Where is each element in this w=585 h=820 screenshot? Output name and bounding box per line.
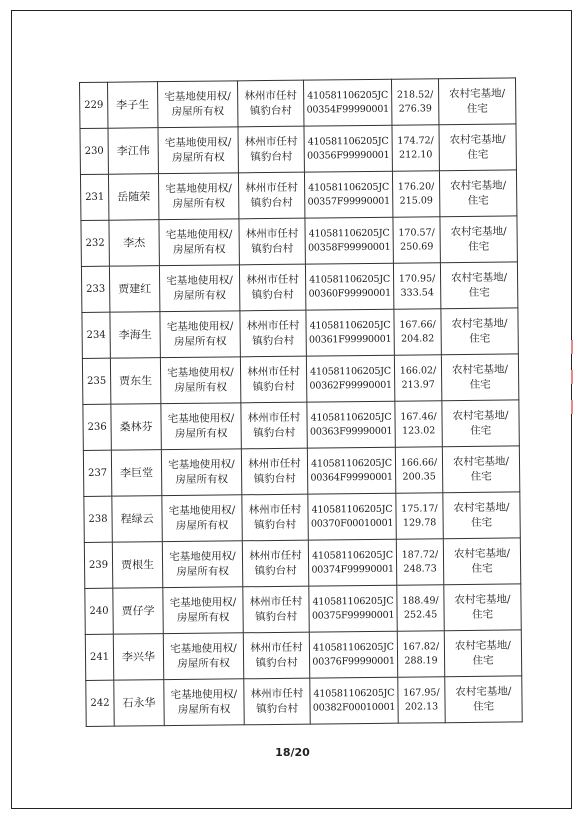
area (397, 585, 444, 631)
area (392, 125, 439, 171)
area-line: 204.82 (401, 332, 435, 345)
unit-code-line: 00357F99990001 (307, 195, 391, 208)
owner-name-line: 贾根生 (120, 558, 155, 572)
location-line: 林州市任村 (248, 503, 302, 516)
unit-code (305, 217, 393, 264)
area-line: 170.95/ (398, 272, 436, 285)
usage-line: 住宅 (466, 102, 488, 115)
usage-line: 农村宅基地/ (453, 501, 510, 514)
right-type (163, 633, 243, 680)
area (397, 631, 444, 677)
area-line: 248.73 (403, 562, 437, 575)
right-type (162, 541, 242, 588)
location-line: 林州市任村 (250, 641, 303, 654)
location-line: 林州市任村 (246, 319, 300, 332)
owner-name (108, 174, 158, 221)
location-line: 镇豹台村 (255, 610, 298, 623)
unit-code (303, 79, 391, 126)
location (238, 126, 304, 173)
location-line: 林州市任村 (245, 181, 298, 194)
table-row (84, 538, 520, 589)
unit-code-line: 410581106205JC (310, 365, 392, 378)
property-table-wrapper (79, 77, 522, 727)
right-type-line: 宅基地使用权/ (167, 411, 235, 425)
area-line: 167.82/ (402, 640, 440, 653)
right-type-line: 宅基地使用权/ (164, 89, 231, 103)
right-type-line: 房屋所有权 (172, 242, 226, 256)
owner-name (114, 680, 164, 727)
unit-code (310, 677, 398, 724)
area-line: 174.72/ (397, 134, 434, 147)
location-line: 镇豹台村 (249, 104, 292, 117)
area-line: 333.54 (400, 286, 434, 299)
table-row (86, 676, 522, 727)
right-type (160, 357, 240, 404)
unit-code-line: 410581106205JC (313, 687, 395, 700)
row-number-line: 239 (88, 559, 109, 571)
location-line: 镇豹台村 (251, 242, 294, 255)
location-line: 镇豹台村 (250, 196, 293, 209)
owner-name-line: 李巨堂 (120, 466, 154, 480)
unit-code-line: 00363F99990001 (309, 425, 393, 438)
location-line: 镇豹台村 (252, 380, 295, 393)
table-row (80, 78, 516, 129)
area (396, 539, 443, 585)
unit-code-line: 410581106205JC (307, 135, 389, 148)
right-type (163, 587, 243, 634)
table-row (82, 354, 518, 405)
row-number-line: 237 (87, 467, 108, 479)
area-line: 167.46/ (400, 410, 437, 423)
unit-code (308, 493, 396, 540)
area-line: 187.72/ (401, 548, 439, 561)
area-line: 215.09 (399, 194, 433, 207)
usage-line: 农村宅基地/ (450, 225, 507, 238)
area (394, 309, 441, 355)
area (393, 217, 440, 263)
area (393, 263, 440, 309)
area (395, 401, 442, 447)
unit-code (304, 125, 392, 172)
table-row (85, 630, 521, 681)
right-type (162, 495, 242, 542)
usage (439, 124, 516, 171)
area-line: 176.20/ (397, 180, 435, 193)
owner-name-line: 贾仔学 (121, 604, 155, 618)
unit-code-line: 410581106205JC (307, 89, 389, 102)
row-number (86, 680, 114, 726)
usage (438, 78, 515, 125)
row-number-line: 232 (85, 237, 105, 249)
location-line: 镇豹台村 (253, 472, 296, 485)
area-line: 175.17/ (401, 502, 438, 515)
right-type-line: 宅基地使用权/ (170, 641, 237, 655)
right-type-line: 房屋所有权 (175, 518, 229, 532)
row-number-line: 234 (86, 329, 106, 341)
area-line: 200.35 (402, 470, 436, 483)
unit-code-line: 410581106205JC (312, 549, 393, 562)
usage (441, 354, 518, 401)
area-line: 188.49/ (402, 594, 439, 607)
usage-line: 住宅 (471, 516, 493, 529)
stamp-trace (570, 340, 574, 420)
usage (442, 400, 519, 447)
area-line: 166.66/ (400, 456, 438, 469)
right-type-line: 房屋所有权 (176, 610, 230, 624)
usage (444, 584, 521, 631)
usage-line: 农村宅基地/ (449, 87, 506, 100)
usage-line: 住宅 (467, 194, 489, 207)
row-number (80, 174, 108, 220)
area-line: 213.97 (401, 378, 435, 391)
unit-code-line: 410581106205JC (311, 503, 393, 516)
location (240, 310, 306, 357)
right-type-line: 宅基地使用权/ (166, 273, 233, 287)
unit-code-line: 00376F99990001 (312, 655, 395, 668)
owner-name-line: 贾东生 (119, 374, 153, 388)
owner-name (109, 220, 159, 267)
area-line: 129.78 (402, 516, 437, 529)
unit-code (309, 585, 397, 632)
usage-line: 农村宅基地/ (454, 639, 511, 652)
location-line: 镇豹台村 (254, 518, 297, 531)
location (242, 540, 308, 587)
area-line: 250.69 (400, 240, 434, 253)
right-type (158, 173, 238, 220)
right-type-line: 房屋所有权 (177, 656, 230, 670)
usage-line: 住宅 (468, 286, 490, 299)
location-line: 林州市任村 (244, 89, 297, 102)
row-number (84, 496, 112, 542)
row-number (80, 128, 108, 174)
right-type-line: 宅基地使用权/ (166, 319, 234, 333)
owner-name-line: 贾建红 (118, 282, 152, 296)
right-type-line: 房屋所有权 (174, 426, 228, 440)
owner-name-line: 李海生 (118, 328, 152, 342)
usage (443, 492, 520, 539)
unit-code-line: 410581106205JC (311, 457, 392, 470)
row-number-line: 233 (86, 283, 106, 295)
owner-name-line: 李江伟 (116, 144, 150, 158)
unit-code-line: 410581106205JC (309, 273, 391, 286)
owner-name (111, 404, 161, 451)
area (398, 677, 445, 723)
row-number-line: 231 (85, 191, 105, 203)
right-type-line: 房屋所有权 (173, 288, 227, 302)
owner-name (112, 496, 162, 543)
usage-line: 住宅 (472, 700, 495, 713)
row-number (83, 404, 111, 450)
right-type-line: 房屋所有权 (171, 104, 225, 118)
location (241, 402, 307, 449)
area (394, 355, 441, 401)
unit-code-line: 00362F99990001 (309, 379, 392, 392)
table-row (83, 400, 519, 451)
right-type-line: 宅基地使用权/ (164, 135, 232, 149)
usage (443, 538, 520, 585)
right-type (159, 219, 239, 266)
owner-name (108, 128, 158, 175)
usage-line: 农村宅基地/ (454, 593, 511, 606)
area-line: 167.66/ (399, 318, 436, 331)
location-line: 林州市任村 (247, 411, 301, 424)
location (243, 586, 309, 633)
right-type (160, 311, 240, 358)
owner-name (112, 542, 162, 589)
row-number (80, 82, 108, 128)
row-number-line: 230 (84, 145, 104, 157)
location (240, 356, 306, 403)
row-number-line: 229 (84, 99, 104, 111)
right-type-line: 房屋所有权 (172, 196, 226, 210)
owner-name (110, 358, 160, 405)
table-row (80, 170, 516, 221)
unit-code-line: 00361F99990001 (308, 333, 392, 346)
right-type-line: 宅基地使用权/ (170, 687, 238, 701)
unit-code-line: 00358F99990001 (308, 241, 391, 254)
right-type-line: 房屋所有权 (173, 334, 227, 348)
unit-code-line: 410581106205JC (310, 411, 392, 424)
location (243, 632, 309, 679)
area-line: 202.13 (404, 700, 439, 713)
usage (440, 262, 517, 309)
area (396, 493, 443, 539)
location (242, 494, 308, 541)
area-line: 288.19 (404, 654, 438, 667)
location (238, 172, 304, 219)
usage (441, 308, 518, 355)
usage-line: 住宅 (468, 240, 490, 253)
usage-line: 农村宅基地/ (452, 409, 509, 422)
usage-line: 住宅 (471, 562, 493, 575)
row-number-line: 242 (90, 697, 110, 709)
right-type (161, 449, 241, 496)
row-number-line: 235 (87, 375, 107, 387)
usage-line: 农村宅基地/ (450, 179, 507, 192)
unit-code (307, 401, 395, 448)
location-line: 镇豹台村 (251, 288, 294, 301)
row-number (82, 358, 110, 404)
row-number (82, 312, 110, 358)
location-line: 镇豹台村 (256, 702, 299, 715)
unit-code-line: 00375F99990001 (311, 609, 395, 622)
table-row (80, 124, 516, 175)
unit-code (307, 447, 395, 494)
area (392, 171, 439, 217)
right-type-line: 房屋所有权 (174, 380, 228, 394)
usage-line: 农村宅基地/ (449, 133, 506, 146)
location-line: 林州市任村 (249, 595, 303, 608)
usage (440, 216, 517, 263)
usage-line: 住宅 (472, 608, 494, 621)
unit-code-line: 00364F99990001 (310, 471, 393, 484)
right-type-line: 房屋所有权 (177, 702, 231, 716)
unit-code (306, 355, 394, 402)
location-line: 镇豹台村 (255, 656, 298, 669)
unit-code (305, 263, 393, 310)
location (239, 264, 305, 311)
table-row (83, 446, 519, 497)
owner-name-line: 李兴华 (121, 650, 156, 664)
area (391, 79, 438, 125)
location-line: 林州市任村 (248, 457, 301, 470)
page-number: 18/20 (275, 746, 310, 759)
row-number-line: 241 (89, 651, 110, 663)
location (239, 218, 305, 265)
table-row (85, 584, 521, 635)
location-line: 林州市任村 (247, 365, 300, 378)
unit-code-line: 410581106205JC (312, 595, 394, 608)
owner-name (111, 450, 161, 497)
unit-code (304, 171, 392, 218)
row-number (81, 220, 109, 266)
owner-name-line: 李子生 (116, 98, 150, 112)
table-row (84, 492, 520, 543)
right-type-line: 宅基地使用权/ (165, 227, 233, 241)
location-line: 林州市任村 (249, 549, 302, 562)
right-type-line: 宅基地使用权/ (168, 457, 235, 471)
location-line: 林州市任村 (245, 227, 299, 240)
table-row (81, 262, 517, 313)
owner-name-line: 桑林芬 (119, 420, 153, 434)
row-number-line: 240 (89, 605, 109, 617)
unit-code-line: 410581106205JC (308, 227, 390, 240)
usage-line: 农村宅基地/ (455, 685, 512, 698)
unit-code-line: 410581106205JC (312, 641, 394, 654)
right-type-line: 宅基地使用权/ (165, 181, 232, 195)
area-line: 166.02/ (399, 364, 437, 377)
property-table (79, 77, 523, 727)
right-type (159, 265, 239, 312)
right-type-line: 宅基地使用权/ (169, 595, 237, 609)
right-type-line: 房屋所有权 (171, 150, 225, 164)
area (395, 447, 442, 493)
unit-code-line: 00354F99990001 (306, 103, 390, 116)
location-line: 镇豹台村 (254, 564, 297, 577)
location-line: 镇豹台村 (250, 150, 293, 163)
location (244, 678, 310, 725)
usage (444, 630, 521, 677)
unit-code-line: 410581106205JC (309, 319, 391, 332)
usage-line: 住宅 (470, 424, 492, 437)
usage-line: 住宅 (470, 470, 492, 483)
area-line: 123.02 (401, 424, 436, 437)
owner-name (108, 82, 158, 129)
usage (442, 446, 519, 493)
usage-line: 农村宅基地/ (451, 317, 508, 330)
usage-line: 住宅 (467, 148, 489, 161)
right-type (164, 679, 244, 726)
unit-code-line: 00370F00010001 (310, 517, 394, 530)
owner-name-line: 程绿云 (120, 512, 154, 526)
unit-code-line: 00382F00010001 (312, 701, 396, 714)
location-line: 林州市任村 (250, 687, 304, 700)
row-number (81, 266, 109, 312)
row-number (85, 588, 113, 634)
row-number-line: 236 (87, 421, 107, 433)
row-number (84, 542, 112, 588)
owner-name-line: 李杰 (123, 236, 146, 250)
usage-line: 农村宅基地/ (451, 363, 509, 376)
table-row (82, 308, 518, 359)
location-line: 镇豹台村 (252, 334, 295, 347)
owner-name (109, 266, 159, 313)
row-number (83, 450, 111, 496)
right-type (158, 81, 238, 128)
location-line: 林州市任村 (246, 273, 299, 286)
unit-code-line: 00374F99990001 (311, 563, 394, 576)
unit-code-line: 410581106205JC (308, 181, 390, 194)
area-line: 167.95/ (403, 686, 440, 699)
row-number-line: 238 (88, 513, 108, 525)
right-type (158, 127, 238, 174)
right-type-line: 宅基地使用权/ (167, 365, 234, 379)
usage-line: 住宅 (469, 378, 491, 391)
right-type-line: 宅基地使用权/ (168, 503, 236, 517)
owner-name (113, 588, 163, 635)
row-number (85, 634, 113, 680)
usage-line: 住宅 (469, 332, 491, 345)
owner-name-line: 岳随荣 (117, 190, 151, 204)
owner-name-line: 石永华 (122, 696, 156, 710)
location (237, 80, 303, 127)
usage-line: 农村宅基地/ (450, 271, 508, 284)
area-line: 170.57/ (398, 226, 435, 239)
right-type-line: 房屋所有权 (176, 564, 229, 578)
location-line: 林州市任村 (244, 135, 298, 148)
usage (439, 170, 516, 217)
unit-code-line: 00356F99990001 (307, 149, 390, 162)
table-row (81, 216, 517, 267)
unit-code (309, 631, 397, 678)
area-line: 276.39 (398, 102, 432, 115)
unit-code (308, 539, 396, 586)
usage-line: 农村宅基地/ (452, 455, 510, 468)
right-type-line: 房屋所有权 (175, 472, 228, 486)
area-line: 212.10 (399, 148, 433, 161)
right-type-line: 宅基地使用权/ (169, 549, 236, 563)
unit-code-line: 00360F99990001 (308, 287, 391, 300)
usage-line: 农村宅基地/ (453, 547, 511, 560)
location-line: 镇豹台村 (253, 426, 296, 439)
usage-line: 住宅 (472, 654, 494, 667)
area-line: 218.52/ (396, 88, 434, 101)
right-type (161, 403, 241, 450)
location (241, 448, 307, 495)
area-line: 252.45 (403, 608, 438, 621)
owner-name (113, 634, 163, 681)
owner-name (110, 312, 160, 359)
unit-code (306, 309, 394, 356)
usage (445, 676, 522, 723)
